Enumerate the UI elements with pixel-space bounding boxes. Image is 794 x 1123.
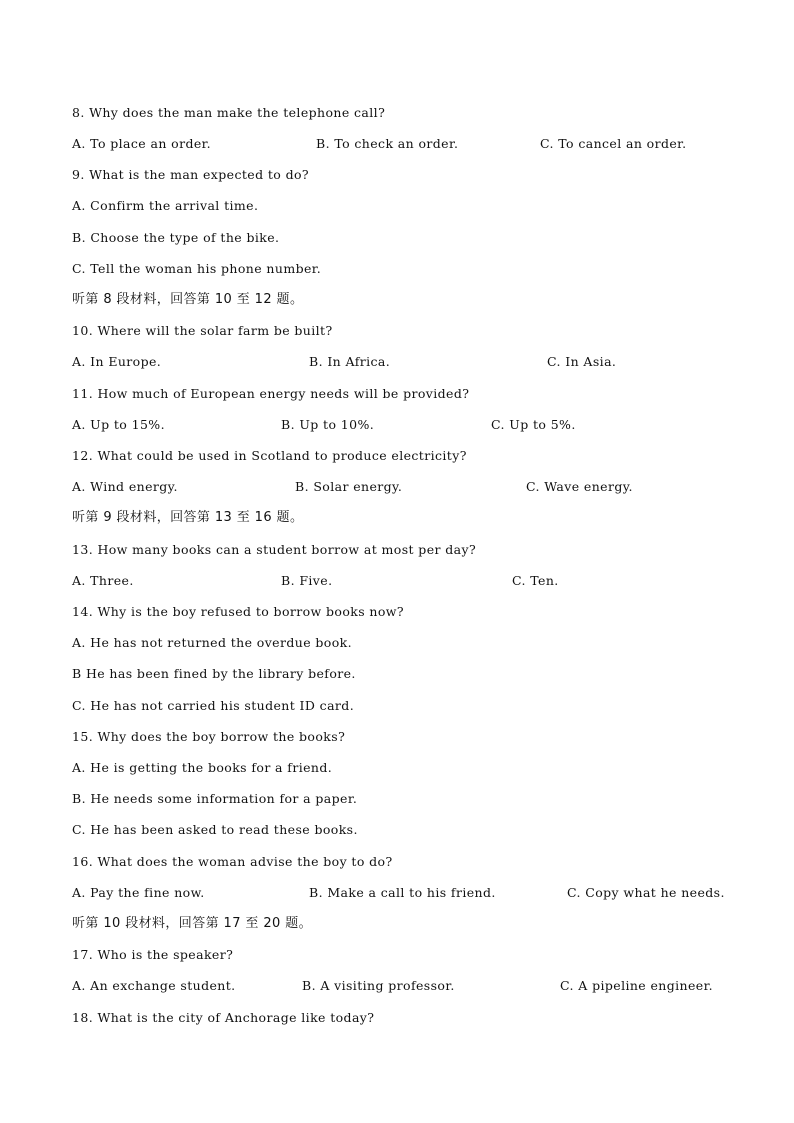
answer-option: B. Up to 10%. xyxy=(281,417,375,432)
answer-option: A. Up to 15%. xyxy=(72,417,165,432)
answer-option: C. He has not carried his student ID card. xyxy=(72,698,355,713)
answer-option: C. Copy what he needs. xyxy=(567,885,725,900)
section-heading: 听第 9 段材料，回答第 13 至 16 题。 xyxy=(72,510,304,525)
answer-option: A. Pay the fine now. xyxy=(72,885,205,900)
section-heading: 听第 8 段材料，回答第 10 至 12 题。 xyxy=(72,292,304,307)
answer-option: C. A pipeline engineer. xyxy=(560,978,713,993)
option-row xyxy=(72,572,732,590)
answer-option: A. Three. xyxy=(72,573,134,588)
answer-option: B He has been fined by the library before. xyxy=(72,666,356,681)
answer-option: C. Ten. xyxy=(512,573,559,588)
answer-option: B. Five. xyxy=(281,573,333,588)
question-text: 17. Who is the speaker? xyxy=(72,947,234,962)
answer-option: C. He has been asked to read these books. xyxy=(72,822,358,837)
question-text: 9. What is the man expected to do? xyxy=(72,167,310,182)
option-row xyxy=(72,353,732,371)
answer-option: C. To cancel an order. xyxy=(540,136,687,151)
option-row xyxy=(72,416,732,434)
question-text: 15. Why does the boy borrow the books? xyxy=(72,729,346,744)
answer-option: B. In Africa. xyxy=(309,354,391,369)
answer-option: A. He is getting the books for a friend. xyxy=(72,760,333,775)
answer-option: C. Tell the woman his phone number. xyxy=(72,261,322,276)
answer-option: A. An exchange student. xyxy=(72,978,236,993)
answer-option: A. He has not returned the overdue book. xyxy=(72,635,352,650)
answer-option: B. A visiting professor. xyxy=(302,978,455,993)
question-text: 10. Where will the solar farm be built? xyxy=(72,323,333,338)
answer-option: A. In Europe. xyxy=(72,354,162,369)
section-heading: 听第 10 段材料，回答第 17 至 20 题。 xyxy=(72,916,313,931)
answer-option: B. Make a call to his friend. xyxy=(309,885,496,900)
option-row xyxy=(72,884,732,902)
answer-option: A. To place an order. xyxy=(72,136,212,151)
question-text: 14. Why is the boy refused to borrow books now? xyxy=(72,604,405,619)
answer-option: B. Choose the type of the bike. xyxy=(72,230,280,245)
question-text: 16. What does the woman advise the boy to do? xyxy=(72,854,393,869)
question-text: 8. Why does the man make the telephone call? xyxy=(72,105,386,120)
option-row xyxy=(72,135,732,153)
option-row xyxy=(72,977,732,995)
question-text: 11. How much of European energy needs will be provided? xyxy=(72,386,470,401)
answer-option: B. He needs some information for a paper. xyxy=(72,791,358,806)
option-row xyxy=(72,478,732,496)
question-text: 13. How many books can a student borrow at most per day? xyxy=(72,542,477,557)
answer-option: B. Solar energy. xyxy=(295,479,403,494)
question-text: 12. What could be used in Scotland to produce electricity? xyxy=(72,448,467,463)
question-text: 18. What is the city of Anchorage like today? xyxy=(72,1010,375,1025)
answer-option: A. Confirm the arrival time. xyxy=(72,198,259,213)
answer-option: C. Wave energy. xyxy=(526,479,633,494)
answer-option: C. In Asia. xyxy=(547,354,617,369)
answer-option: B. To check an order. xyxy=(316,136,459,151)
answer-option: C. Up to 5%. xyxy=(491,417,576,432)
answer-option: A. Wind energy. xyxy=(72,479,178,494)
